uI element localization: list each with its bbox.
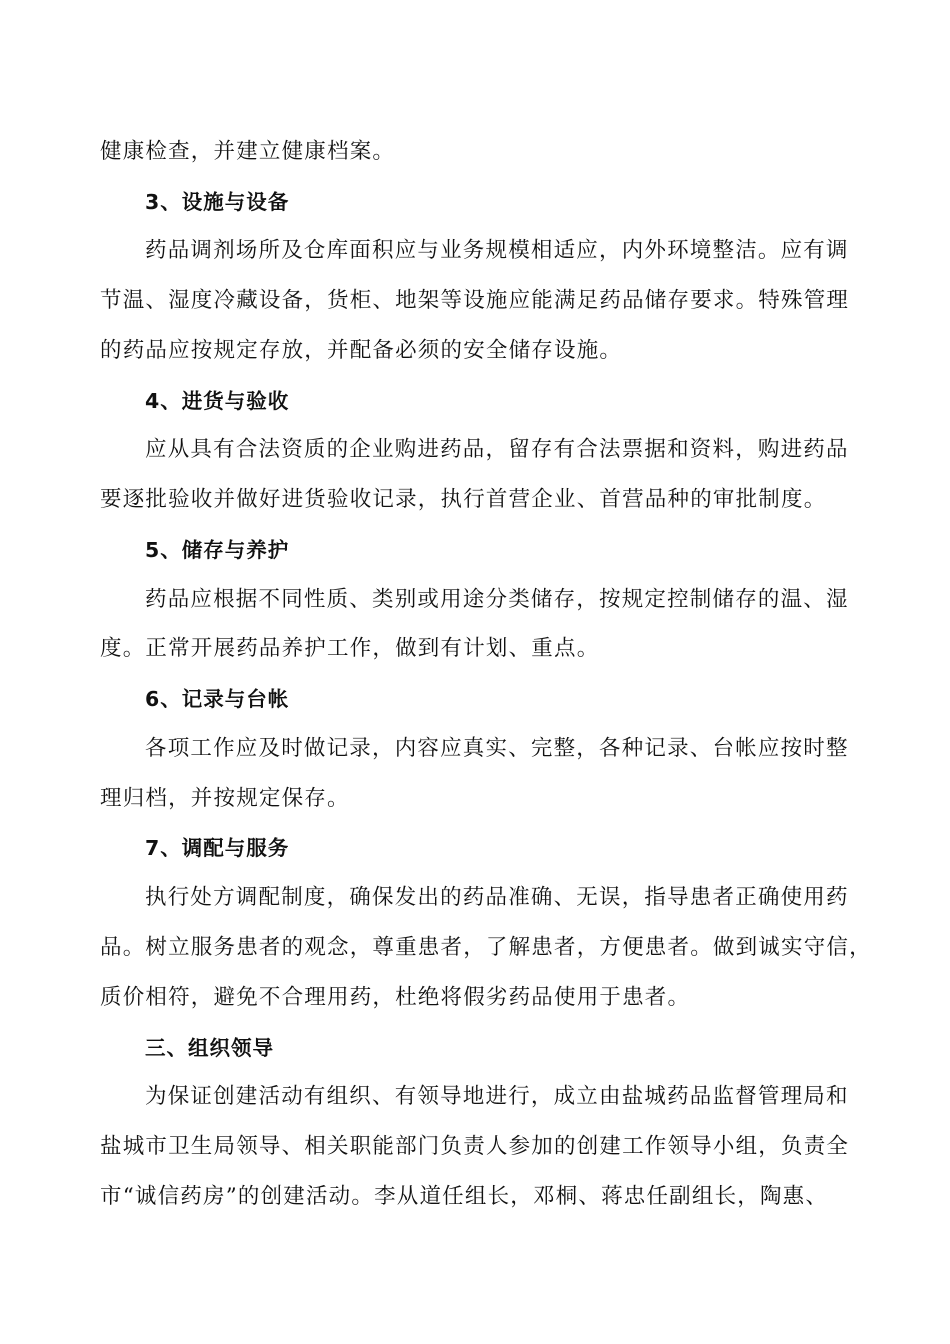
body-text-line: 的药品应按规定存放，并配备必须的安全储存设施。 <box>100 338 623 363</box>
body-text-line: 药品应根据不同性质、类别或用途分类储存，按规定控制储存的温、湿 <box>145 587 849 612</box>
section-heading-dispensing: 7、调配与服务 <box>145 836 290 860</box>
body-text-line: 品。树立服务患者的观念，尊重患者，了解患者，方便患者。做到诚实守信， <box>100 935 872 960</box>
section-heading-purchase: 4、进货与验收 <box>145 389 290 413</box>
body-text-line: 盐城市卫生局领导、相关职能部门负责人参加的创建工作领导小组，负责全 <box>100 1134 850 1159</box>
body-text-line: 度。正常开展药品养护工作，做到有计划、重点。 <box>100 636 600 661</box>
body-text-line: 节温、湿度冷藏设备，货柜、地架等设施应能满足药品储存要求。特殊管理 <box>100 288 850 313</box>
body-text-line: 为保证创建活动有组织、有领导地进行，成立由盐城药品监督管理局和 <box>145 1084 849 1109</box>
section-heading-storage: 5、储存与养护 <box>145 538 290 562</box>
section-heading-organization: 三、组织领导 <box>145 1036 274 1060</box>
body-text-line: 健康检查，并建立健康档案。 <box>100 139 396 164</box>
body-text-line: 执行处方调配制度，确保发出的药品准确、无误，指导患者正确使用药 <box>145 885 849 910</box>
section-heading-records: 6、记录与台帐 <box>145 687 290 711</box>
body-text-line: 应从具有合法资质的企业购进药品，留存有合法票据和资料，购进药品 <box>145 437 849 462</box>
body-text-line: 各项工作应及时做记录，内容应真实、完整，各种记录、台帐应按时整 <box>145 736 849 761</box>
body-text-line: 药品调剂场所及仓库面积应与业务规模相适应，内外环境整洁。应有调 <box>145 238 849 263</box>
body-text-line: 质价相符，避免不合理用药，杜绝将假劣药品使用于患者。 <box>100 985 691 1010</box>
body-text-line: 市“诚信药房”的创建活动。李从道任组长，邓桐、蒋忠任副组长，陶惠、 <box>100 1184 829 1209</box>
body-text-line: 理归档，并按规定保存。 <box>100 786 350 811</box>
section-heading-facilities: 3、设施与设备 <box>145 190 290 214</box>
body-text-line: 要逐批验收并做好进货验收记录，执行首营企业、首营品种的审批制度。 <box>100 487 827 512</box>
